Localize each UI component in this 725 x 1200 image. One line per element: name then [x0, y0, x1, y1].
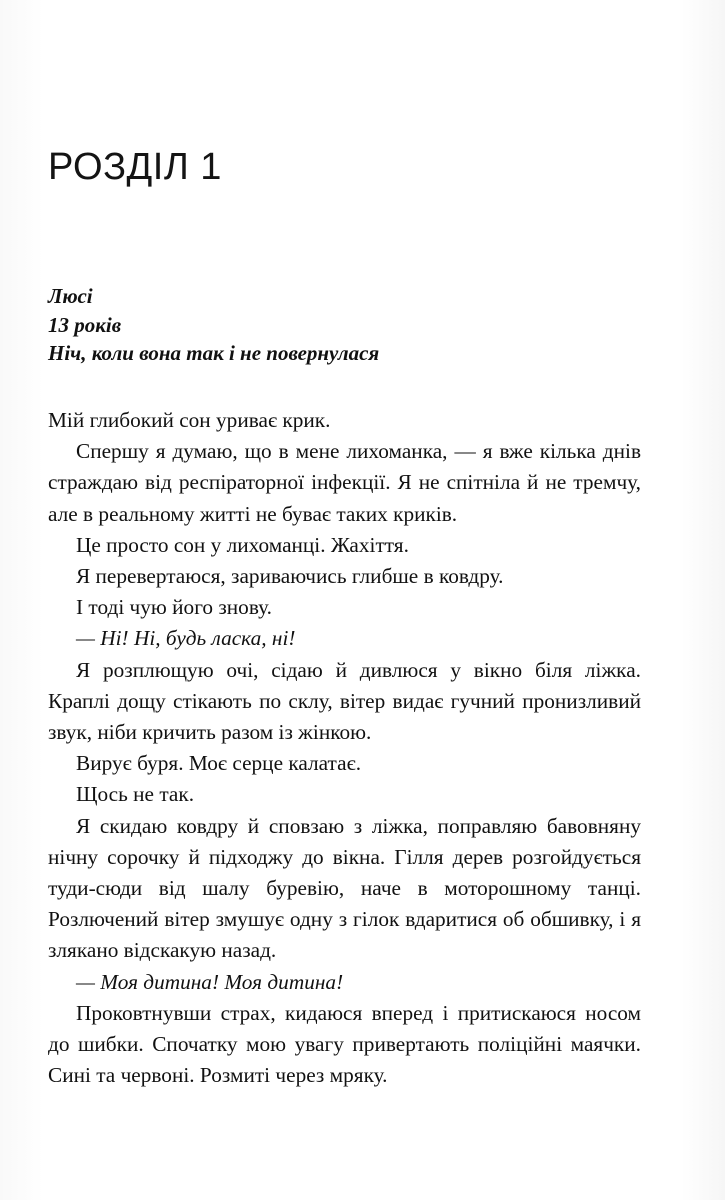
paragraph: І тоді чую його знову. — [76, 595, 272, 620]
dialogue-line: — Ні! Ні, будь ласка, ні! — [76, 626, 296, 651]
paragraph: Мій глибокий сон уриває крик. — [48, 408, 331, 432]
dialogue-line: — Моя дитина! Моя дитина! — [76, 969, 344, 994]
paragraph: Спершу я думаю, що в мене лихоманка, — я вже кілька днів страждаю від респіраторної інфекції. Я не спітніла й не тремчу, але в реальному житті не буває таких криків. — [48, 439, 641, 526]
paragraph: Це просто сон у лихоманці. Жахіття. — [76, 532, 409, 557]
chapter-epigraph — [48, 282, 648, 368]
paragraph: Щось не так. — [76, 782, 195, 807]
epigraph-character-name: Люсі — [48, 284, 93, 308]
paragraph: Проковтнувши страх, кидаюся вперед і притискаюся носом до шибки. Спочатку мою увагу привертають поліційні маячки. Сині та червоні. Розмиті через мряку. — [48, 1000, 641, 1088]
epigraph-age: 13 років — [48, 312, 122, 337]
paragraph: Я скидаю ковдру й сповзаю з ліжка, поправляю бавовняну нічну сорочку й підходжу до вікна. Гілля дерев розгойдується туди-сюди від шалу буревію, наче в моторошному танці. Розлючений вітер змушує одну з гілок вдаритися об обшивку, і я злякано відскакую назад. — [48, 813, 641, 963]
chapter-body-text — [48, 405, 641, 1091]
paragraph: Вирує буря. Моє серце калатає. — [76, 751, 362, 776]
chapter-title: РОЗДІЛ 1 — [48, 146, 222, 188]
paragraph: Я перевертаюся, зариваючись глибше в ковдру. — [76, 564, 504, 589]
epigraph-subtitle: Ніч, коли вона так і не повернулася — [48, 341, 380, 365]
paragraph: Я розплющую очі, сідаю й дивлюся у вікно біля ліжка. Краплі дощу стікають по склу, вітер видає гучний пронизливий звук, ніби кричить разом із жінкою. — [48, 657, 641, 745]
